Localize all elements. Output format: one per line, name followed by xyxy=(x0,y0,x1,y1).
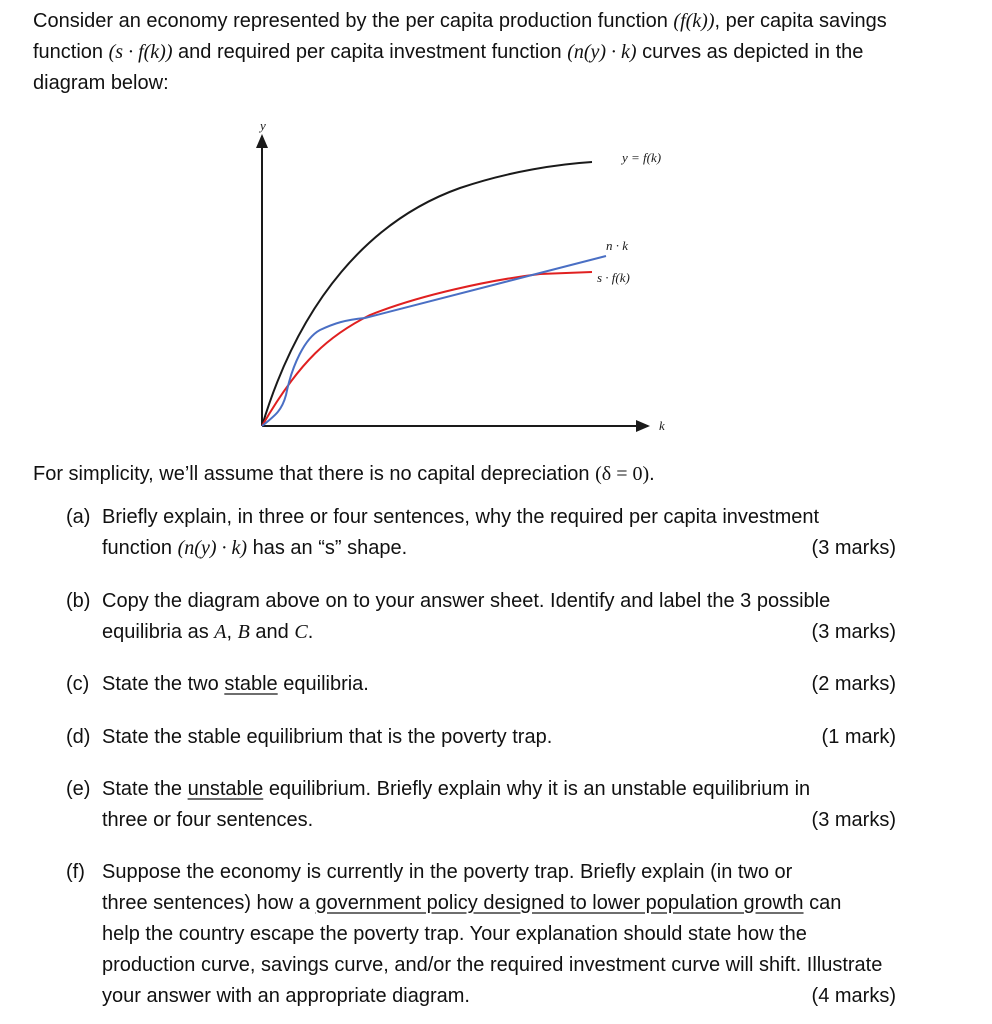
question-b-sep: , xyxy=(226,621,238,643)
production-function-math: (f(k)) xyxy=(673,10,715,32)
question-e-label: (e) xyxy=(66,778,91,800)
equilibrium-c: C xyxy=(294,621,308,643)
question-f-line-1: Suppose the economy is currently in the poverty trap. Briefly explain (in two or xyxy=(102,861,793,883)
question-f-label: (f) xyxy=(66,861,85,883)
question-b-and: and xyxy=(249,621,295,643)
question-c-marks: (2 marks) xyxy=(811,673,896,695)
question-f-policy-underlined: government policy designed to lower population growth xyxy=(315,892,804,914)
question-f-line-4: production curve, savings curve, and/or the required investment curve will shift. Illustrate xyxy=(102,954,883,976)
x-axis-label: k xyxy=(659,418,665,433)
question-e-text-2: equilibrium. Briefly explain why it is an unstable equilibrium in xyxy=(268,778,811,800)
savings-curve xyxy=(262,272,592,426)
intro-text-1: Consider an economy represented by the per capita production function xyxy=(33,10,668,32)
diagram-svg xyxy=(240,110,700,440)
question-b-marks: (3 marks) xyxy=(811,621,896,643)
question-d xyxy=(66,722,896,753)
production-curve xyxy=(262,162,592,426)
question-e-line-2: three or four sentences. xyxy=(102,809,314,831)
equilibrium-a: A xyxy=(214,621,227,643)
question-e-marks: (3 marks) xyxy=(811,809,896,831)
question-b-line-1: Copy the diagram above on to your answer sheet. Identify and label the 3 possible xyxy=(102,590,831,612)
intro-text-2: , per capita savings function xyxy=(33,10,887,63)
production-curve-label: y = f(k) xyxy=(622,150,662,165)
savings-curve-label: s · f(k) xyxy=(597,270,630,285)
question-c-label: (c) xyxy=(66,673,90,695)
question-a-line-2a: function xyxy=(102,537,173,559)
simplicity-period: . xyxy=(649,463,655,485)
investment-function-math: (n(y) · k) xyxy=(567,41,637,63)
investment-curve-label: n · k xyxy=(606,238,629,253)
question-a xyxy=(66,502,896,564)
question-b-label: (b) xyxy=(66,590,91,612)
question-e-text-1: State the xyxy=(102,778,183,800)
depreciation-math: (δ = 0) xyxy=(595,463,650,485)
intro-text-4: curves as depicted in the diagram below: xyxy=(33,41,864,94)
question-b-line-2a: equilibria as xyxy=(102,621,209,643)
question-e-unstable-underlined: unstable xyxy=(187,778,264,800)
question-a-line-2b: has an “s” shape. xyxy=(252,537,408,559)
simplicity-text: For simplicity, we’ll assume that there is no capital depreciation xyxy=(33,463,590,485)
question-f xyxy=(66,857,896,1012)
equilibrium-b: B xyxy=(237,621,250,643)
question-f-line-5: your answer with an appropriate diagram. xyxy=(102,985,470,1007)
question-c-text-2: equilibria. xyxy=(283,673,369,695)
question-b xyxy=(66,586,896,648)
question-a-marks: (3 marks) xyxy=(811,537,896,559)
question-c-text-1: State the two xyxy=(102,673,219,695)
y-axis-label: y xyxy=(260,118,266,133)
intro-text-3: and required per capita investment function xyxy=(178,41,562,63)
solow-diagram xyxy=(240,110,700,440)
question-d-marks: (1 mark) xyxy=(821,726,896,748)
savings-function-math: (s · f(k)) xyxy=(108,41,173,63)
question-d-text: State the stable equilibrium that is the poverty trap. xyxy=(102,726,553,748)
question-f-line-2b: can xyxy=(809,892,842,914)
question-e xyxy=(66,774,896,836)
question-f-line-2a: three sentences) how a xyxy=(102,892,310,914)
question-b-end: . xyxy=(307,621,314,643)
intro-paragraph xyxy=(33,6,913,99)
question-a-label: (a) xyxy=(66,506,91,528)
question-d-label: (d) xyxy=(66,726,91,748)
question-c-stable-underlined: stable xyxy=(224,673,278,695)
question-a-line-1: Briefly explain, in three or four sentences, why the required per capita investment xyxy=(102,506,820,528)
question-f-line-3: help the country escape the poverty trap. Your explanation should state how the xyxy=(102,923,807,945)
question-c xyxy=(66,669,896,700)
simplicity-note xyxy=(33,459,913,490)
question-f-marks: (4 marks) xyxy=(811,985,896,1007)
investment-curve xyxy=(262,256,606,426)
question-a-math: (n(y) · k) xyxy=(177,537,248,559)
